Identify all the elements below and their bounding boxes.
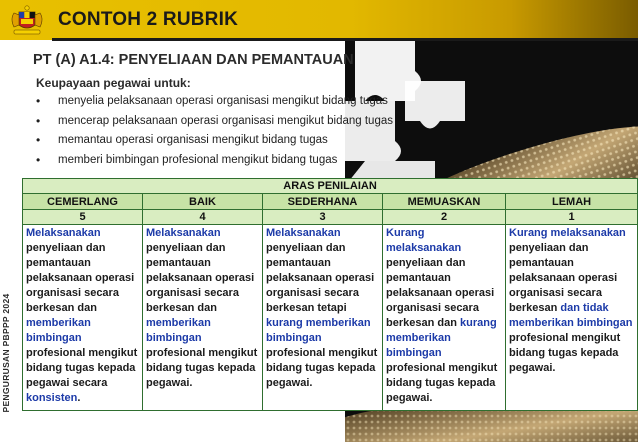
score-cell: 4: [143, 210, 263, 225]
highlighted-text: kurang memberikan bimbingan: [266, 317, 371, 344]
score-cell: 5: [23, 210, 143, 225]
description-cell: [263, 225, 383, 411]
description-text: penyeliaan dan pemantauan pelaksanaan operasi organisasi secara berkesan: [509, 242, 618, 314]
description-text: penyeliaan dan pemantauan pelaksanaan operasi organisasi secara berkesan dan: [26, 242, 135, 314]
header-band: [0, 0, 638, 40]
description-cell: [383, 225, 506, 411]
subtitle-title: PENYELIAAN DAN PEMANTAUAN: [118, 52, 354, 68]
section-subtitle: [33, 52, 354, 68]
description-text: penyeliaan dan pemantauan pelaksanaan operasi organisasi secara berkesan dan: [386, 257, 495, 329]
level-header: SEDERHANA: [263, 194, 383, 210]
bullet-text: menyelia pelaksanaan operasi organisasi mengikut bidang tugas: [58, 95, 388, 107]
malaysia-coat-of-arms-icon: [6, 3, 48, 37]
level-header: MEMUASKAN: [383, 194, 506, 210]
list-item: • menyelia pelaksanaan operasi organisasi mengikut bidang tugas: [36, 94, 388, 108]
highlighted-text: Melaksanakan: [266, 227, 341, 239]
description-text: penyeliaan dan pemantauan pelaksanaan operasi organisasi secara berkesan dan: [146, 242, 255, 314]
description-cell: [23, 225, 143, 411]
description-text: profesional mengikut bidang tugas kepada pegawai.: [509, 332, 621, 374]
level-header: LEMAH: [506, 194, 638, 210]
page-title: CONTOH 2 RUBRIK: [58, 9, 238, 30]
highlighted-text: Kurang melaksanakan: [509, 227, 626, 239]
score-cell: 2: [383, 210, 506, 225]
level-header: CEMERLANG: [23, 194, 143, 210]
highlighted-text: memberikan bimbingan: [146, 317, 211, 344]
rubric-table: [22, 178, 638, 411]
level-header: BAIK: [143, 194, 263, 210]
table-header: ARAS PENILAIAN: [23, 179, 638, 194]
bullet-text: memantau operasi organisasi mengikut bidang tugas: [58, 134, 328, 146]
score-cell: 3: [263, 210, 383, 225]
highlighted-text: Melaksanakan: [26, 227, 101, 239]
list-item: • memantau operasi organisasi mengikut bidang tugas: [36, 133, 328, 147]
description-text: .: [77, 392, 81, 404]
description-text: penyeliaan dan pemantauan pelaksanaan operasi organisasi secara berkesan tetapi: [266, 242, 375, 314]
list-item: • mencerap pelaksanaan operasi organisasi mengikut bidang tugas: [36, 113, 393, 128]
description-cell: [506, 225, 638, 411]
description-text: profesional mengikut bidang tugas kepada pegawai secara: [26, 347, 138, 389]
highlighted-text: memberikan bimbingan: [26, 317, 91, 344]
bullet-text: memberi bimbingan profesional mengikut bidang tugas: [58, 153, 338, 166]
score-cell: 1: [506, 210, 638, 225]
description-text: profesional mengikut bidang tugas kepada pegawai.: [386, 362, 498, 404]
bullet-list: [36, 92, 393, 170]
intro-text: Keupayaan pegawai untuk:: [36, 76, 191, 90]
description-cell: [143, 225, 263, 411]
bullet-text: mencerap pelaksanaan operasi organisasi mengikut bidang tugas: [58, 114, 393, 127]
highlighted-text: Kurang melaksanakan: [386, 227, 462, 254]
highlighted-text: kurang memberikan bimbingan: [386, 317, 497, 359]
highlighted-text: Melaksanakan: [146, 227, 221, 239]
highlighted-text: dan tidak memberikan bimbingan: [509, 302, 633, 329]
description-text: profesional mengikut bidang tugas kepada pegawai.: [146, 347, 258, 389]
highlighted-text: konsisten: [26, 392, 78, 404]
side-label: PENGURUSAN PBPPP 2024: [1, 293, 11, 413]
list-item: • memberi bimbingan profesional mengikut bidang tugas: [36, 152, 338, 167]
subtitle-code: PT (A) A1.4:: [33, 52, 115, 68]
description-text: profesional mengikut bidang tugas kepada pegawai.: [266, 347, 378, 389]
